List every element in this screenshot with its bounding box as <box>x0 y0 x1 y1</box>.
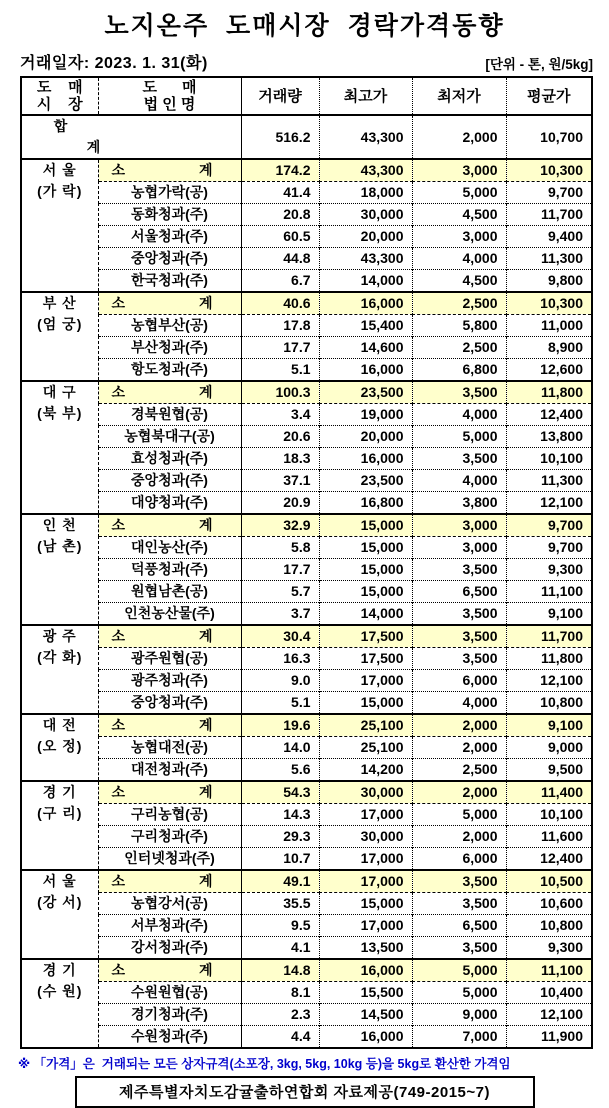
min-price-cell: 3,000 <box>412 226 506 248</box>
max-price-cell: 43,300 <box>319 248 412 270</box>
subtotal-row <box>21 381 592 404</box>
volume-cell: 5.1 <box>241 692 319 715</box>
avg-price-cell: 9,700 <box>547 539 583 555</box>
volume-cell: 49.1 <box>241 870 319 893</box>
corp-name-cell: 농협부산(공) <box>98 315 241 337</box>
volume-cell: 30.4 <box>241 625 319 648</box>
total-label-cell: 합계 <box>21 115 241 159</box>
volume-cell: 10.7 <box>241 848 319 871</box>
corp-row <box>21 937 592 960</box>
avg-price-cell: 10,400 <box>540 984 583 1000</box>
max-price-cell: 23,500 <box>319 381 412 404</box>
volume-cell: 54.3 <box>241 781 319 804</box>
volume-cell: 17.7 <box>241 337 319 359</box>
corp-name-cell: 동화청과(주) <box>98 204 241 226</box>
max-price-cell: 14,600 <box>319 337 412 359</box>
market-group <box>21 514 592 625</box>
avg-price-cell: 12,400 <box>540 406 583 422</box>
volume-cell: 37.1 <box>241 470 319 492</box>
min-price-cell: 4,000 <box>412 404 506 426</box>
corp-name-cell: 효성청과(주) <box>98 448 241 470</box>
min-price-cell: 3,500 <box>412 625 506 648</box>
max-price-cell: 17,500 <box>319 648 412 670</box>
total-row <box>21 115 592 159</box>
header-market: 도 매 시 장 <box>21 77 98 115</box>
min-price-cell: 6,000 <box>412 848 506 871</box>
max-price-cell: 15,000 <box>319 537 412 559</box>
min-price-cell: 2,500 <box>412 292 506 315</box>
market-group <box>21 381 592 514</box>
avg-price-cell: 9,500 <box>547 761 583 777</box>
corp-name-cell: 수원원협(공) <box>98 982 241 1004</box>
min-price-cell: 4,000 <box>412 692 506 715</box>
subtotal-row <box>21 781 592 804</box>
volume-cell: 6.7 <box>241 270 319 293</box>
corp-row <box>21 670 592 692</box>
min-price-cell: 7,000 <box>412 1026 506 1049</box>
volume-cell: 5.6 <box>241 759 319 782</box>
min-price-cell: 3,500 <box>412 648 506 670</box>
corp-name-cell: 대양청과(주) <box>98 492 241 515</box>
corp-name-cell: 원협남촌(공) <box>98 581 241 603</box>
max-price-cell: 16,000 <box>319 959 412 982</box>
min-price-cell: 4,500 <box>412 204 506 226</box>
corp-name-cell: 항도청과(주) <box>98 359 241 382</box>
corp-row <box>21 737 592 759</box>
max-price-cell: 16,000 <box>319 292 412 315</box>
header-row <box>21 77 592 115</box>
corp-name-cell: 한국청과(주) <box>98 270 241 293</box>
volume-cell: 32.9 <box>241 514 319 537</box>
max-price-cell: 16,000 <box>319 359 412 382</box>
min-price-cell: 9,000 <box>412 1004 506 1026</box>
corp-row <box>21 804 592 826</box>
max-price-cell: 15,000 <box>319 514 412 537</box>
subtotal-label-cell: 소 계 <box>98 159 241 182</box>
header-max-price: 최고가 <box>319 77 412 115</box>
market-name-cell: 서 울 (가 락) <box>21 159 98 292</box>
min-price-cell: 2,500 <box>412 337 506 359</box>
min-price-cell: 5,000 <box>412 804 506 826</box>
market-group <box>21 625 592 714</box>
subtotal-label-cell: 소 계 <box>98 870 241 893</box>
avg-price-cell: 10,800 <box>540 917 583 933</box>
avg-price-cell: 12,400 <box>540 850 583 866</box>
max-price-cell: 15,000 <box>319 692 412 715</box>
volume-cell: 4.1 <box>241 937 319 960</box>
corp-name-cell: 서부청과(주) <box>98 915 241 937</box>
corp-row <box>21 359 592 382</box>
volume-cell: 29.3 <box>241 826 319 848</box>
avg-price-cell: 10,500 <box>506 870 592 893</box>
max-price-cell: 15,500 <box>319 982 412 1004</box>
avg-price-cell: 11,600 <box>540 828 583 844</box>
corp-row <box>21 603 592 626</box>
header-volume: 거래량 <box>241 77 319 115</box>
max-price-cell: 43,300 <box>319 115 412 159</box>
corp-row <box>21 226 592 248</box>
corp-row <box>21 182 592 204</box>
volume-cell: 17.7 <box>241 559 319 581</box>
volume-cell: 14.3 <box>241 804 319 826</box>
min-price-cell: 2,000 <box>412 781 506 804</box>
corp-row <box>21 893 592 915</box>
min-price-cell: 2,000 <box>412 115 506 159</box>
min-price-cell: 3,000 <box>412 159 506 182</box>
avg-price-cell: 11,700 <box>540 206 583 222</box>
avg-price-cell: 11,800 <box>506 381 592 404</box>
max-price-cell: 15,000 <box>319 893 412 915</box>
min-price-cell: 5,000 <box>412 982 506 1004</box>
subtotal-row <box>21 870 592 893</box>
market-name-cell: 광 주 (각 화) <box>21 625 98 714</box>
min-price-cell: 3,500 <box>412 603 506 626</box>
header-corp: 도 매 법 인 명 <box>98 77 241 115</box>
min-price-cell: 3,800 <box>412 492 506 515</box>
subtotal-label-cell: 소 계 <box>98 514 241 537</box>
avg-price-cell: 10,800 <box>540 694 583 710</box>
min-price-cell: 3,500 <box>412 937 506 960</box>
corp-row <box>21 248 592 270</box>
min-price-cell: 4,000 <box>412 470 506 492</box>
subtotal-label-cell: 소 계 <box>98 781 241 804</box>
corp-row <box>21 915 592 937</box>
max-price-cell: 30,000 <box>319 204 412 226</box>
avg-price-cell: 9,800 <box>547 272 583 288</box>
max-price-cell: 16,000 <box>319 448 412 470</box>
max-price-cell: 17,500 <box>319 625 412 648</box>
header-avg-price: 평균가 <box>506 77 592 115</box>
corp-row <box>21 492 592 515</box>
corp-name-cell: 대인농산(주) <box>98 537 241 559</box>
volume-cell: 3.4 <box>241 404 319 426</box>
volume-cell: 5.1 <box>241 359 319 382</box>
max-price-cell: 15,000 <box>319 559 412 581</box>
volume-cell: 516.2 <box>241 115 319 159</box>
corp-row <box>21 759 592 782</box>
page-title: 노지온주 도매시장 경락가격동향 <box>104 12 505 40</box>
market-group <box>21 959 592 1048</box>
avg-price-cell: 12,100 <box>540 1006 583 1022</box>
corp-row <box>21 982 592 1004</box>
market-group <box>21 292 592 381</box>
max-price-cell: 16,800 <box>319 492 412 515</box>
market-name-cell: 경 기 (수 원) <box>21 959 98 1048</box>
max-price-cell: 14,500 <box>319 1004 412 1026</box>
volume-cell: 5.8 <box>241 537 319 559</box>
avg-price-cell: 11,800 <box>540 650 583 666</box>
min-price-cell: 4,000 <box>412 248 506 270</box>
document-page <box>0 6 609 1101</box>
avg-price-cell: 8,900 <box>547 339 583 355</box>
corp-name-cell: 중앙청과(주) <box>98 692 241 715</box>
avg-price-cell: 11,000 <box>540 317 583 333</box>
avg-price-cell: 12,600 <box>540 361 583 377</box>
max-price-cell: 25,100 <box>319 714 412 737</box>
min-price-cell: 2,000 <box>412 714 506 737</box>
volume-cell: 20.6 <box>241 426 319 448</box>
volume-cell: 174.2 <box>241 159 319 182</box>
corp-name-cell: 강서청과(주) <box>98 937 241 960</box>
min-price-cell: 3,500 <box>412 381 506 404</box>
max-price-cell: 20,000 <box>319 226 412 248</box>
subtotal-row <box>21 514 592 537</box>
market-group <box>21 159 592 292</box>
corp-row <box>21 692 592 715</box>
market-group <box>21 781 592 870</box>
max-price-cell: 17,000 <box>319 804 412 826</box>
avg-price-cell: 10,600 <box>540 895 583 911</box>
corp-row <box>21 448 592 470</box>
corp-name-cell: 경북원협(공) <box>98 404 241 426</box>
corp-row <box>21 848 592 871</box>
max-price-cell: 20,000 <box>319 426 412 448</box>
market-name-cell: 대 전 (오 정) <box>21 714 98 781</box>
volume-cell: 19.6 <box>241 714 319 737</box>
corp-name-cell: 광주청과(주) <box>98 670 241 692</box>
volume-cell: 14.8 <box>241 959 319 982</box>
avg-price-cell: 10,100 <box>540 450 583 466</box>
max-price-cell: 30,000 <box>319 826 412 848</box>
subtotal-label-cell: 소 계 <box>98 381 241 404</box>
corp-name-cell: 농협강서(공) <box>98 893 241 915</box>
max-price-cell: 15,000 <box>319 581 412 603</box>
avg-price-cell: 11,300 <box>540 472 583 488</box>
max-price-cell: 19,000 <box>319 404 412 426</box>
avg-price-cell: 10,300 <box>506 292 592 315</box>
max-price-cell: 17,000 <box>319 870 412 893</box>
max-price-cell: 25,100 <box>319 737 412 759</box>
market-group <box>21 714 592 781</box>
min-price-cell: 6,500 <box>412 915 506 937</box>
corp-row <box>21 204 592 226</box>
market-name-cell: 인 천 (남 촌) <box>21 514 98 625</box>
volume-cell: 44.8 <box>241 248 319 270</box>
corp-name-cell: 서울청과(주) <box>98 226 241 248</box>
header-min-price: 최저가 <box>412 77 506 115</box>
volume-cell: 18.3 <box>241 448 319 470</box>
volume-cell: 9.0 <box>241 670 319 692</box>
min-price-cell: 2,000 <box>412 826 506 848</box>
total-section <box>21 115 592 159</box>
min-price-cell: 6,000 <box>412 670 506 692</box>
corp-name-cell: 농협대전(공) <box>98 737 241 759</box>
subtotal-row <box>21 292 592 315</box>
avg-price-cell: 10,300 <box>506 159 592 182</box>
corp-name-cell: 부산청과(주) <box>98 337 241 359</box>
subtotal-label-cell: 소 계 <box>98 292 241 315</box>
min-price-cell: 6,800 <box>412 359 506 382</box>
max-price-cell: 17,000 <box>319 915 412 937</box>
avg-price-cell: 11,100 <box>506 959 592 982</box>
max-price-cell: 18,000 <box>319 182 412 204</box>
meta-row <box>20 50 593 73</box>
corp-row <box>21 270 592 293</box>
market-name-cell: 서 울 (강 서) <box>21 870 98 959</box>
min-price-cell: 6,500 <box>412 581 506 603</box>
price-footnote: ※ 「가격」은 거래되는 모든 상자규격(소포장, 3kg, 5kg, 10kg 등)을 5kg로 환산한 가격임 <box>18 1057 511 1071</box>
volume-cell: 35.5 <box>241 893 319 915</box>
corp-name-cell: 구리농협(공) <box>98 804 241 826</box>
table-header <box>21 77 592 115</box>
avg-price-cell: 9,100 <box>506 714 592 737</box>
avg-price-cell: 13,800 <box>540 428 583 444</box>
max-price-cell: 14,000 <box>319 603 412 626</box>
corp-name-cell: 인터넷청과(주) <box>98 848 241 871</box>
corp-row <box>21 1026 592 1049</box>
min-price-cell: 3,500 <box>412 870 506 893</box>
corp-row <box>21 470 592 492</box>
subtotal-row <box>21 714 592 737</box>
market-group <box>21 870 592 959</box>
min-price-cell: 3,500 <box>412 559 506 581</box>
max-price-cell: 13,500 <box>319 937 412 960</box>
volume-cell: 3.7 <box>241 603 319 626</box>
trade-date-label: 거래일자: 2023. 1. 31(화) <box>20 55 208 72</box>
corp-row <box>21 315 592 337</box>
subtotal-label-cell: 소 계 <box>98 959 241 982</box>
volume-cell: 4.4 <box>241 1026 319 1049</box>
corp-name-cell: 인천농산물(주) <box>98 603 241 626</box>
min-price-cell: 3,500 <box>412 448 506 470</box>
max-price-cell: 14,200 <box>319 759 412 782</box>
avg-price-cell: 9,000 <box>547 739 583 755</box>
volume-cell: 100.3 <box>241 381 319 404</box>
corp-name-cell: 중앙청과(주) <box>98 248 241 270</box>
avg-price-cell: 9,700 <box>547 184 583 200</box>
min-price-cell: 5,800 <box>412 315 506 337</box>
avg-price-cell: 11,900 <box>540 1028 583 1044</box>
corp-row <box>21 404 592 426</box>
unit-label: [단위 - 톤, 원/5kg] <box>485 57 593 72</box>
volume-cell: 16.3 <box>241 648 319 670</box>
volume-cell: 8.1 <box>241 982 319 1004</box>
volume-cell: 14.0 <box>241 737 319 759</box>
avg-price-cell: 9,400 <box>547 228 583 244</box>
avg-price-cell: 9,300 <box>547 561 583 577</box>
corp-name-cell: 경기청과(주) <box>98 1004 241 1026</box>
avg-price-cell: 11,300 <box>540 250 583 266</box>
corp-row <box>21 826 592 848</box>
max-price-cell: 15,400 <box>319 315 412 337</box>
subtotal-label-cell: 소 계 <box>98 714 241 737</box>
min-price-cell: 5,000 <box>412 182 506 204</box>
avg-price-cell: 11,400 <box>506 781 592 804</box>
avg-price-cell: 12,100 <box>540 494 583 510</box>
corp-name-cell: 중앙청과(주) <box>98 470 241 492</box>
subtotal-row <box>21 959 592 982</box>
avg-price-cell: 9,700 <box>506 514 592 537</box>
volume-cell: 9.5 <box>241 915 319 937</box>
corp-name-cell: 수원청과(주) <box>98 1026 241 1049</box>
volume-cell: 2.3 <box>241 1004 319 1026</box>
corp-row <box>21 426 592 448</box>
max-price-cell: 14,000 <box>319 270 412 293</box>
max-price-cell: 30,000 <box>319 781 412 804</box>
max-price-cell: 23,500 <box>319 470 412 492</box>
volume-cell: 20.8 <box>241 204 319 226</box>
source-box: 제주특별자치도감귤출하연합회 자료제공(749-2015~7) <box>75 1076 535 1108</box>
volume-cell: 40.6 <box>241 292 319 315</box>
corp-name-cell: 덕풍청과(주) <box>98 559 241 581</box>
subtotal-row <box>21 159 592 182</box>
max-price-cell: 17,000 <box>319 670 412 692</box>
market-name-cell: 경 기 (구 리) <box>21 781 98 870</box>
avg-price-cell: 9,100 <box>547 605 583 621</box>
price-table <box>20 76 593 1049</box>
min-price-cell: 3,000 <box>412 514 506 537</box>
min-price-cell: 2,500 <box>412 759 506 782</box>
corp-row <box>21 537 592 559</box>
volume-cell: 60.5 <box>241 226 319 248</box>
volume-cell: 41.4 <box>241 182 319 204</box>
max-price-cell: 43,300 <box>319 159 412 182</box>
volume-cell: 17.8 <box>241 315 319 337</box>
min-price-cell: 3,000 <box>412 537 506 559</box>
avg-price-cell: 10,700 <box>540 128 583 145</box>
corp-name-cell: 구리청과(주) <box>98 826 241 848</box>
min-price-cell: 4,500 <box>412 270 506 293</box>
corp-row <box>21 648 592 670</box>
avg-price-cell: 11,100 <box>540 583 583 599</box>
avg-price-cell: 9,300 <box>547 939 583 955</box>
subtotal-row <box>21 625 592 648</box>
corp-name-cell: 농협가락(공) <box>98 182 241 204</box>
volume-cell: 5.7 <box>241 581 319 603</box>
corp-name-cell: 대전청과(주) <box>98 759 241 782</box>
min-price-cell: 2,000 <box>412 737 506 759</box>
min-price-cell: 5,000 <box>412 959 506 982</box>
corp-name-cell: 농협북대구(공) <box>98 426 241 448</box>
max-price-cell: 16,000 <box>319 1026 412 1049</box>
corp-row <box>21 559 592 581</box>
market-name-cell: 대 구 (북 부) <box>21 381 98 514</box>
min-price-cell: 5,000 <box>412 426 506 448</box>
corp-name-cell: 광주원협(공) <box>98 648 241 670</box>
corp-row <box>21 337 592 359</box>
corp-row <box>21 1004 592 1026</box>
subtotal-label-cell: 소 계 <box>98 625 241 648</box>
avg-price-cell: 10,100 <box>540 806 583 822</box>
corp-row <box>21 581 592 603</box>
volume-cell: 20.9 <box>241 492 319 515</box>
avg-price-cell: 12,100 <box>540 672 583 688</box>
max-price-cell: 17,000 <box>319 848 412 871</box>
min-price-cell: 3,500 <box>412 893 506 915</box>
avg-price-cell: 11,700 <box>506 625 592 648</box>
market-name-cell: 부 산 (엄 궁) <box>21 292 98 381</box>
